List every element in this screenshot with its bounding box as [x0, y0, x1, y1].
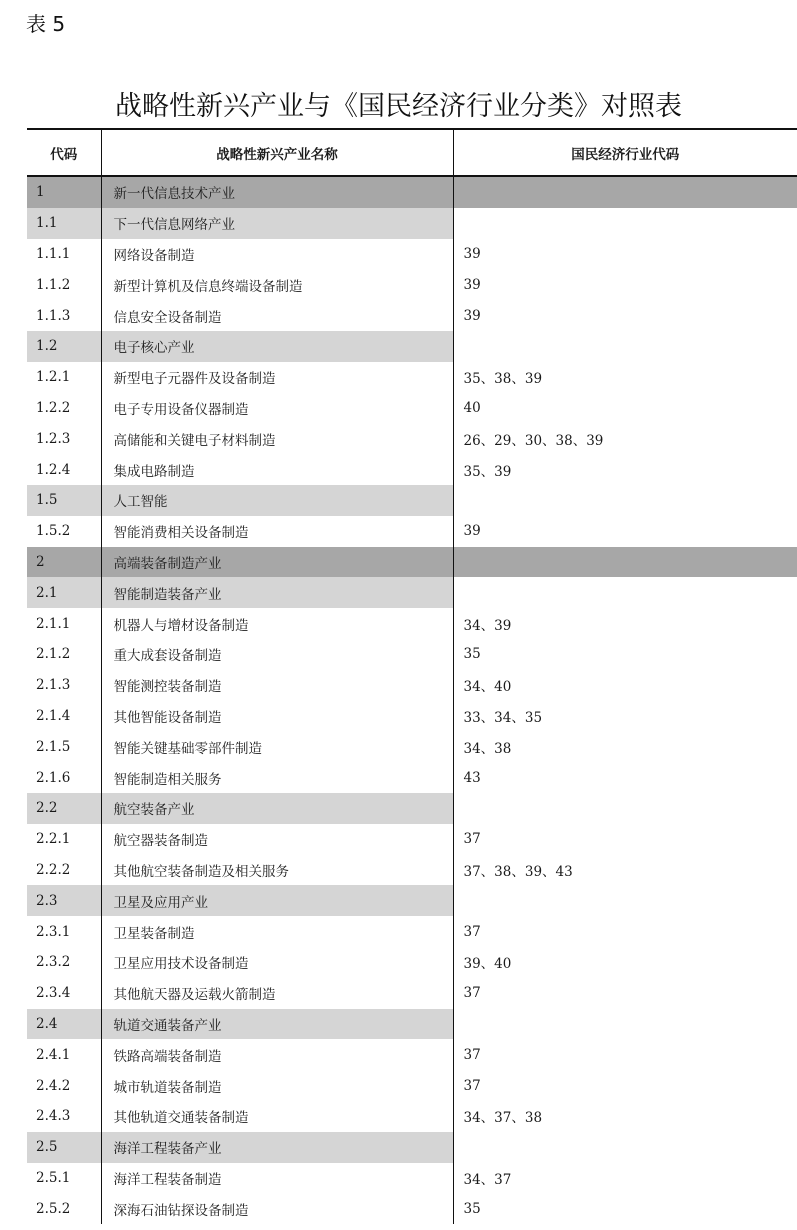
table-number-label: 表 5 [26, 12, 66, 36]
row-code: 2.3.4 [36, 985, 71, 1002]
row-code: 1.1.2 [36, 276, 71, 293]
row-code: 2.1.1 [36, 615, 71, 632]
table-row [27, 1132, 797, 1163]
row-name: 电子专用设备仪器制造 [101, 393, 453, 424]
table-row [27, 762, 797, 793]
row-industry-code: 37 [453, 1070, 797, 1101]
table-row [27, 269, 797, 300]
row-name: 卫星应用技术设备制造 [101, 947, 453, 978]
table-row [27, 1039, 797, 1070]
header-national-code: 国民经济行业代码 [453, 129, 797, 176]
row-industry-code: 35 [453, 1193, 797, 1224]
table-row [27, 300, 797, 331]
table-row [27, 393, 797, 424]
table-row [27, 1070, 797, 1101]
row-code: 2.2.1 [36, 831, 71, 848]
row-code: 1.1.1 [36, 245, 71, 262]
row-name: 其他航空装备制造及相关服务 [101, 855, 453, 886]
row-name: 新型电子元器件及设备制造 [101, 362, 453, 393]
table-row [27, 639, 797, 670]
row-industry-code [453, 176, 797, 208]
row-code: 1.5.2 [36, 523, 71, 540]
table-row [27, 855, 797, 886]
row-code: 2.5 [27, 1132, 101, 1163]
row-industry-code: 34、37、38 [453, 1101, 797, 1132]
row-industry-code: 39 [453, 300, 797, 331]
table-row [27, 701, 797, 732]
row-industry-code [453, 1132, 797, 1163]
table-row [27, 670, 797, 701]
row-industry-code: 39 [453, 269, 797, 300]
table-row [27, 885, 797, 916]
table-row [27, 824, 797, 855]
row-industry-code [453, 1009, 797, 1040]
row-industry-code: 33、34、35 [453, 701, 797, 732]
row-name: 新一代信息技术产业 [101, 176, 453, 208]
row-name: 人工智能 [101, 485, 453, 516]
row-industry-code: 26、29、30、38、39 [453, 423, 797, 454]
table-row [27, 947, 797, 978]
row-name: 下一代信息网络产业 [101, 208, 453, 239]
row-code: 1.2 [27, 331, 101, 362]
row-code: 2.5.2 [36, 1200, 71, 1217]
table-row [27, 454, 797, 485]
row-name: 海洋工程装备制造 [101, 1163, 453, 1194]
row-industry-code [453, 793, 797, 824]
table-row [27, 577, 797, 608]
row-code: 1.2.1 [36, 369, 71, 386]
row-industry-code [453, 331, 797, 362]
row-industry-code: 37、38、39、43 [453, 855, 797, 886]
row-industry-code: 40 [453, 393, 797, 424]
row-code: 2.2.2 [36, 861, 71, 878]
row-industry-code: 34、38 [453, 731, 797, 762]
row-code: 2.4.3 [36, 1108, 71, 1125]
row-name: 轨道交通装备产业 [101, 1009, 453, 1040]
table-row [27, 547, 797, 578]
table-row [27, 362, 797, 393]
row-name: 集成电路制造 [101, 454, 453, 485]
row-name: 智能关键基础零部件制造 [101, 731, 453, 762]
row-industry-code [453, 547, 797, 578]
table-row [27, 485, 797, 516]
table-row [27, 731, 797, 762]
row-industry-code: 37 [453, 1039, 797, 1070]
table-row [27, 608, 797, 639]
row-name: 卫星及应用产业 [101, 885, 453, 916]
row-industry-code: 37 [453, 824, 797, 855]
table-body [27, 176, 797, 1224]
row-name: 铁路高端装备制造 [101, 1039, 453, 1070]
row-code: 1.1.3 [36, 307, 71, 324]
table-row [27, 239, 797, 270]
row-industry-code: 39、40 [453, 947, 797, 978]
row-industry-code: 35、38、39 [453, 362, 797, 393]
table-row [27, 793, 797, 824]
row-code: 2.4 [27, 1009, 101, 1040]
table-row [27, 423, 797, 454]
row-name: 新型计算机及信息终端设备制造 [101, 269, 453, 300]
row-code: 2.1 [27, 577, 101, 608]
row-industry-code: 39 [453, 239, 797, 270]
row-name: 高储能和关键电子材料制造 [101, 423, 453, 454]
row-name: 智能制造装备产业 [101, 577, 453, 608]
row-code: 2.3 [27, 885, 101, 916]
row-code: 2.1.4 [36, 707, 71, 724]
row-industry-code [453, 485, 797, 516]
row-industry-code [453, 885, 797, 916]
row-code: 1.2.4 [36, 461, 71, 478]
row-name: 城市轨道装备制造 [101, 1070, 453, 1101]
header-industry-name: 战略性新兴产业名称 [101, 129, 453, 176]
row-code: 2.3.1 [36, 923, 71, 940]
table-row [27, 1193, 797, 1224]
row-name: 网络设备制造 [101, 239, 453, 270]
table-row [27, 331, 797, 362]
row-industry-code: 39 [453, 516, 797, 547]
row-name: 智能测控装备制造 [101, 670, 453, 701]
row-industry-code: 34、37 [453, 1163, 797, 1194]
header-code: 代码 [27, 129, 101, 176]
table-row [27, 208, 797, 239]
row-code: 1.1 [27, 208, 101, 239]
table-row [27, 1009, 797, 1040]
row-code: 1 [27, 176, 101, 208]
row-industry-code: 43 [453, 762, 797, 793]
table-title: 战略性新兴产业与《国民经济行业分类》对照表 [115, 91, 682, 122]
table-row [27, 176, 797, 208]
row-name: 其他智能设备制造 [101, 701, 453, 732]
row-industry-code [453, 577, 797, 608]
row-name: 卫星装备制造 [101, 916, 453, 947]
row-industry-code: 37 [453, 978, 797, 1009]
row-name: 高端装备制造产业 [101, 547, 453, 578]
row-industry-code: 37 [453, 916, 797, 947]
row-name: 其他轨道交通装备制造 [101, 1101, 453, 1132]
classification-table [27, 128, 797, 1224]
row-name: 航空装备产业 [101, 793, 453, 824]
row-industry-code: 35、39 [453, 454, 797, 485]
table-row [27, 916, 797, 947]
row-industry-code: 35 [453, 639, 797, 670]
table-row [27, 978, 797, 1009]
row-code: 1.2.2 [36, 399, 71, 416]
row-code: 2.2 [27, 793, 101, 824]
row-code: 2.5.1 [36, 1169, 71, 1186]
row-code: 2.4.2 [36, 1077, 71, 1094]
row-industry-code: 34、40 [453, 670, 797, 701]
row-code: 2.1.2 [36, 646, 71, 663]
row-name: 海洋工程装备产业 [101, 1132, 453, 1163]
row-name: 信息安全设备制造 [101, 300, 453, 331]
row-name: 机器人与增材设备制造 [101, 608, 453, 639]
row-name: 重大成套设备制造 [101, 639, 453, 670]
row-code: 1.5 [27, 485, 101, 516]
row-name: 智能制造相关服务 [101, 762, 453, 793]
row-code: 2.1.6 [36, 769, 71, 786]
row-name: 航空器装备制造 [101, 824, 453, 855]
row-code: 1.2.3 [36, 430, 71, 447]
row-code: 2 [27, 547, 101, 578]
row-name: 电子核心产业 [101, 331, 453, 362]
row-name: 深海石油钻探设备制造 [101, 1193, 453, 1224]
table-header-row [27, 129, 797, 176]
table-row [27, 516, 797, 547]
table-row [27, 1163, 797, 1194]
row-name: 智能消费相关设备制造 [101, 516, 453, 547]
row-code: 2.1.3 [36, 677, 71, 694]
row-industry-code [453, 208, 797, 239]
row-code: 2.1.5 [36, 738, 71, 755]
row-industry-code: 34、39 [453, 608, 797, 639]
row-code: 2.4.1 [36, 1046, 71, 1063]
table-row [27, 1101, 797, 1132]
row-code: 2.3.2 [36, 954, 71, 971]
row-name: 其他航天器及运载火箭制造 [101, 978, 453, 1009]
